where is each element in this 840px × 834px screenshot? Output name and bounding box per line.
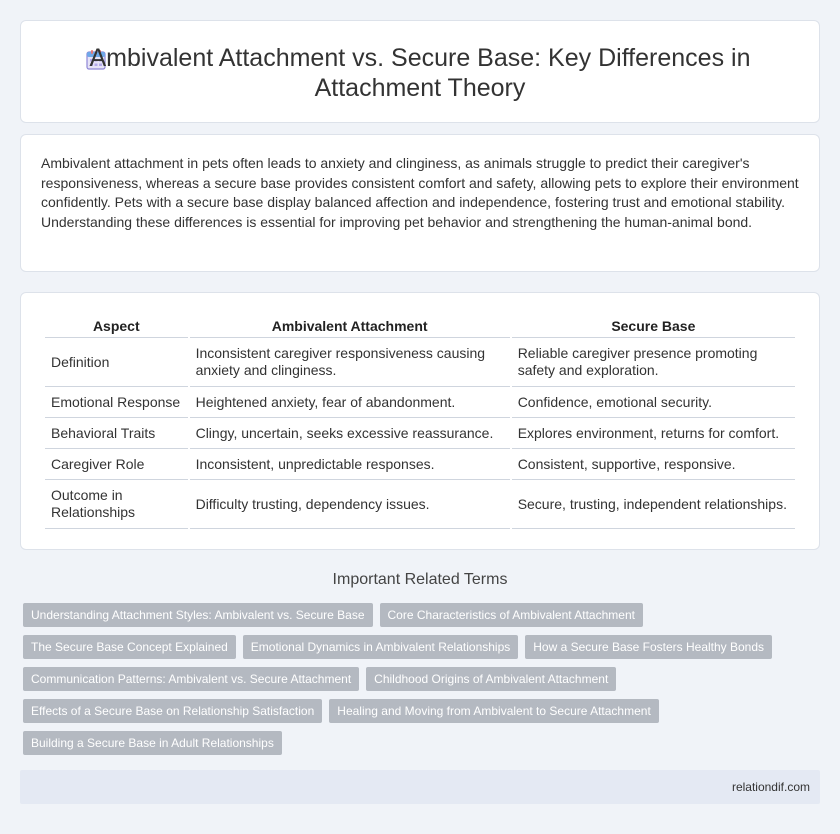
related-term-link[interactable]: Core Characteristics of Ambivalent Attachment [380,603,643,627]
table-row [45,449,795,480]
cell-secure-base: Confidence, emotional security. [512,387,795,418]
related-term-link[interactable]: Building a Secure Base in Adult Relationships [23,731,282,755]
cell-ambivalent: Clingy, uncertain, seeks excessive reassurance. [190,418,510,449]
related-terms-list [23,603,803,763]
cell-aspect: Caregiver Role [45,449,188,480]
comparison-table-card [20,292,820,550]
comparison-table [43,313,797,529]
related-term-link[interactable]: Emotional Dynamics in Ambivalent Relationships [243,635,518,659]
header-aspect: Aspect [45,313,188,338]
table-row [45,480,795,529]
cell-aspect: Outcome in Relationships [45,480,188,529]
cell-secure-base: Secure, trusting, independent relationships. [512,480,795,529]
intro-card [20,134,820,272]
cell-aspect: Emotional Response [45,387,188,418]
table-row [45,338,795,387]
related-terms-heading: Important Related Terms [332,571,508,588]
table-row [45,387,795,418]
cell-ambivalent: Inconsistent caregiver responsiveness causing anxiety and clinginess. [190,338,510,387]
table-row [45,418,795,449]
cell-secure-base: Reliable caregiver presence promoting safety and exploration. [512,338,795,387]
title-card [20,20,820,123]
cell-aspect: Definition [45,338,188,387]
footer-site-name: relationdif.com [731,780,810,794]
related-term-link[interactable]: How a Secure Base Fosters Healthy Bonds [525,635,772,659]
page-title: Ambivalent Attachment vs. Secure Base: Key Differences in Attachment Theory [89,44,751,102]
table-header-row [45,313,795,338]
cell-secure-base: Explores environment, returns for comfort. [512,418,795,449]
related-term-link[interactable]: Communication Patterns: Ambivalent vs. Secure Attachment [23,667,359,691]
header-secure-base: Secure Base [512,313,795,338]
related-term-link[interactable]: Understanding Attachment Styles: Ambivalent vs. Secure Base [23,603,373,627]
cell-ambivalent: Heightened anxiety, fear of abandonment. [190,387,510,418]
cell-secure-base: Consistent, supportive, responsive. [512,449,795,480]
related-term-link[interactable]: Childhood Origins of Ambivalent Attachment [366,667,616,691]
intro-paragraph: Ambivalent attachment in pets often leads to anxiety and clinginess, as animals struggle to predict their caregiver's responsiveness, whereas a secure base provides consistent comfort and safety, allowing pets to explore their environment confidently. Pets with a secure base display balanced affection and independence, fostering trust and emotional stability. Understanding these differences is essential for improving pet behavior and strengthening the human-animal bond. [41,155,799,230]
cell-aspect: Behavioral Traits [45,418,188,449]
cell-ambivalent: Inconsistent, unpredictable responses. [190,449,510,480]
cell-ambivalent: Difficulty trusting, dependency issues. [190,480,510,529]
header-ambivalent: Ambivalent Attachment [190,313,510,338]
related-term-link[interactable]: The Secure Base Concept Explained [23,635,236,659]
related-term-link[interactable]: Healing and Moving from Ambivalent to Secure Attachment [329,699,659,723]
related-term-link[interactable]: Effects of a Secure Base on Relationship Satisfaction [23,699,322,723]
footer [20,770,820,804]
